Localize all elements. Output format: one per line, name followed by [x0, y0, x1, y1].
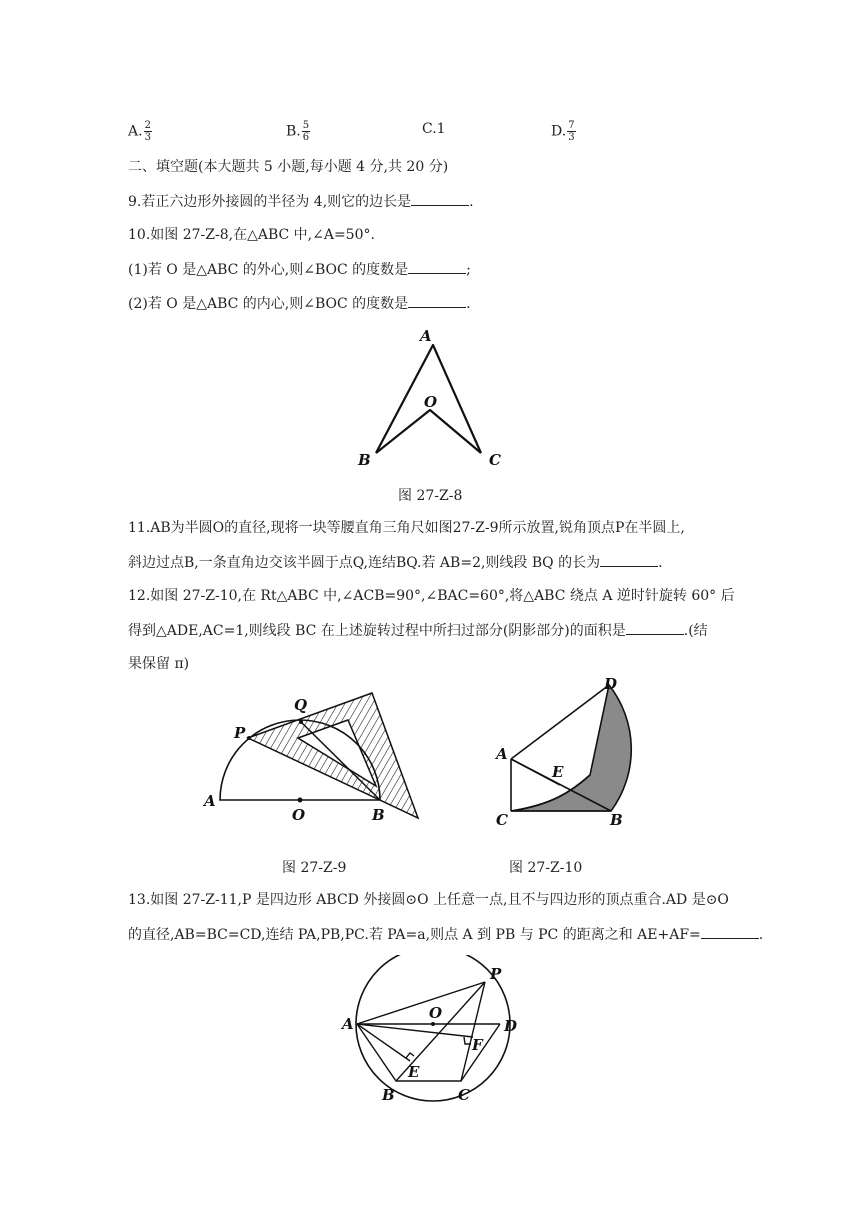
option-a — [128, 120, 152, 143]
option-letter: A. — [128, 123, 143, 140]
option-letter: D. — [551, 123, 567, 140]
option-c — [422, 120, 446, 138]
question-9 — [128, 192, 474, 211]
circumcircle — [356, 955, 510, 1101]
label-b: B — [358, 451, 371, 469]
figure-27-z-8 — [350, 325, 510, 470]
numerator: 7 — [568, 120, 575, 131]
segment-pc — [461, 982, 485, 1081]
figure-caption: 图 27-Z-10 — [509, 860, 583, 876]
punct: .(结 — [683, 623, 708, 639]
punct: . — [658, 555, 663, 571]
figure-27-z-10 — [490, 675, 640, 830]
question-text: 斜边过点B,一条直角边交该半圆于点Q,连结BQ.若 AB=2,则线段 BQ 的长为 — [128, 555, 601, 571]
segment-ad — [511, 685, 609, 759]
numerator: 5 — [302, 120, 310, 131]
answer-blank[interactable] — [600, 553, 658, 567]
denominator: 3 — [144, 132, 151, 143]
label-o: O — [424, 393, 438, 411]
answer-blank[interactable] — [411, 192, 469, 206]
label-c: C — [496, 811, 508, 829]
punct: . — [466, 296, 471, 312]
question-12-line1: 12.如图 27-Z-10,在 Rt△ABC 中,∠ACB=90°,∠BAC=60°,将△ABC 绕点 A 逆时针旋转 60° 后 — [128, 588, 735, 604]
punct: . — [469, 194, 474, 210]
label-p: P — [234, 724, 246, 742]
option-value: 1 — [436, 121, 446, 137]
option-letter: C. — [422, 121, 437, 137]
question-10-part2 — [128, 294, 471, 313]
question-text: (2)若 O 是△ABC 的内心,则∠BOC 的度数是 — [128, 296, 409, 312]
label-c: C — [489, 451, 501, 469]
figure-caption: 图 27-Z-9 — [282, 860, 347, 876]
section-title: 二、填空题(本大题共 5 小题,每小题 4 分,共 20 分) — [128, 159, 449, 175]
answer-blank[interactable] — [701, 925, 759, 939]
label-b: B — [610, 811, 623, 829]
label-q: Q — [294, 696, 308, 714]
question-13-line1: 13.如图 27-Z-11,P 是四边形 ABCD 外接圆⊙O 上任意一点,且不与四边形的顶点重合.AD 是⊙O — [128, 892, 729, 908]
label-e: E — [408, 1063, 420, 1081]
answer-blank[interactable] — [626, 621, 684, 635]
label-d: D — [504, 1017, 518, 1035]
question-11-line2 — [128, 553, 663, 572]
label-a: A — [342, 1015, 354, 1033]
label-e: E — [552, 763, 564, 781]
option-letter: B. — [286, 123, 301, 140]
figure-caption: 图 27-Z-8 — [398, 488, 463, 504]
point-p-dot — [247, 736, 251, 740]
label-b: B — [372, 806, 385, 824]
label-d: D — [604, 675, 618, 693]
label-b: B — [382, 1086, 395, 1104]
denominator: 3 — [568, 132, 575, 143]
answer-blank[interactable] — [408, 260, 466, 274]
shaded-region — [511, 685, 631, 811]
option-b — [286, 120, 310, 143]
label-o: O — [292, 806, 306, 824]
punct: . — [758, 927, 764, 943]
question-12-line3: 果保留 π) — [128, 656, 190, 672]
center-o-dot — [298, 798, 303, 803]
fraction — [302, 120, 310, 143]
label-c: C — [458, 1086, 470, 1104]
question-text: 得到△ADE,AC=1,则线段 BC 在上述旋转过程中所扫过部分(阴影部分)的面积是 — [128, 623, 626, 639]
question-11-line1: 11.AB为半圆O的直径,现将一块等腰直角三角尺如图27-Z-9所示放置,锐角顶点P在半圆上, — [128, 520, 685, 536]
center-o-dot — [431, 1022, 435, 1026]
answer-blank[interactable] — [408, 294, 466, 308]
numerator: 2 — [144, 120, 151, 131]
question-10: 10.如图 27-Z-8,在△ABC 中,∠A=50°. — [128, 227, 375, 243]
question-13-line2 — [128, 925, 763, 944]
figure-27-z-9 — [200, 690, 430, 830]
label-p: P — [490, 965, 502, 983]
label-a: A — [496, 745, 508, 763]
point-q-dot — [299, 720, 303, 724]
denominator: 6 — [302, 132, 310, 143]
punct: ; — [466, 262, 471, 278]
question-text: 的直径,AB=BC=CD,连结 PA,PB,PC.若 PA=a,则点 A 到 PB 与 PC 的距离之和 AE+AF= — [128, 927, 701, 943]
label-o: O — [429, 1004, 443, 1022]
question-text: 9.若正六边形外接圆的半径为 4,则它的边长是 — [128, 194, 412, 210]
figure-27-z-11 — [340, 955, 530, 1110]
question-10-part1 — [128, 260, 471, 279]
question-12-line2 — [128, 621, 708, 640]
label-a: A — [420, 327, 432, 345]
right-angle-mark-e — [406, 1053, 414, 1058]
fraction — [567, 120, 575, 143]
label-a: A — [204, 792, 216, 810]
perpendicular-af — [357, 1024, 473, 1037]
option-d — [551, 120, 576, 143]
fraction — [144, 120, 152, 143]
question-text: (1)若 O 是△ABC 的外心,则∠BOC 的度数是 — [128, 262, 409, 278]
label-f: F — [472, 1036, 483, 1054]
